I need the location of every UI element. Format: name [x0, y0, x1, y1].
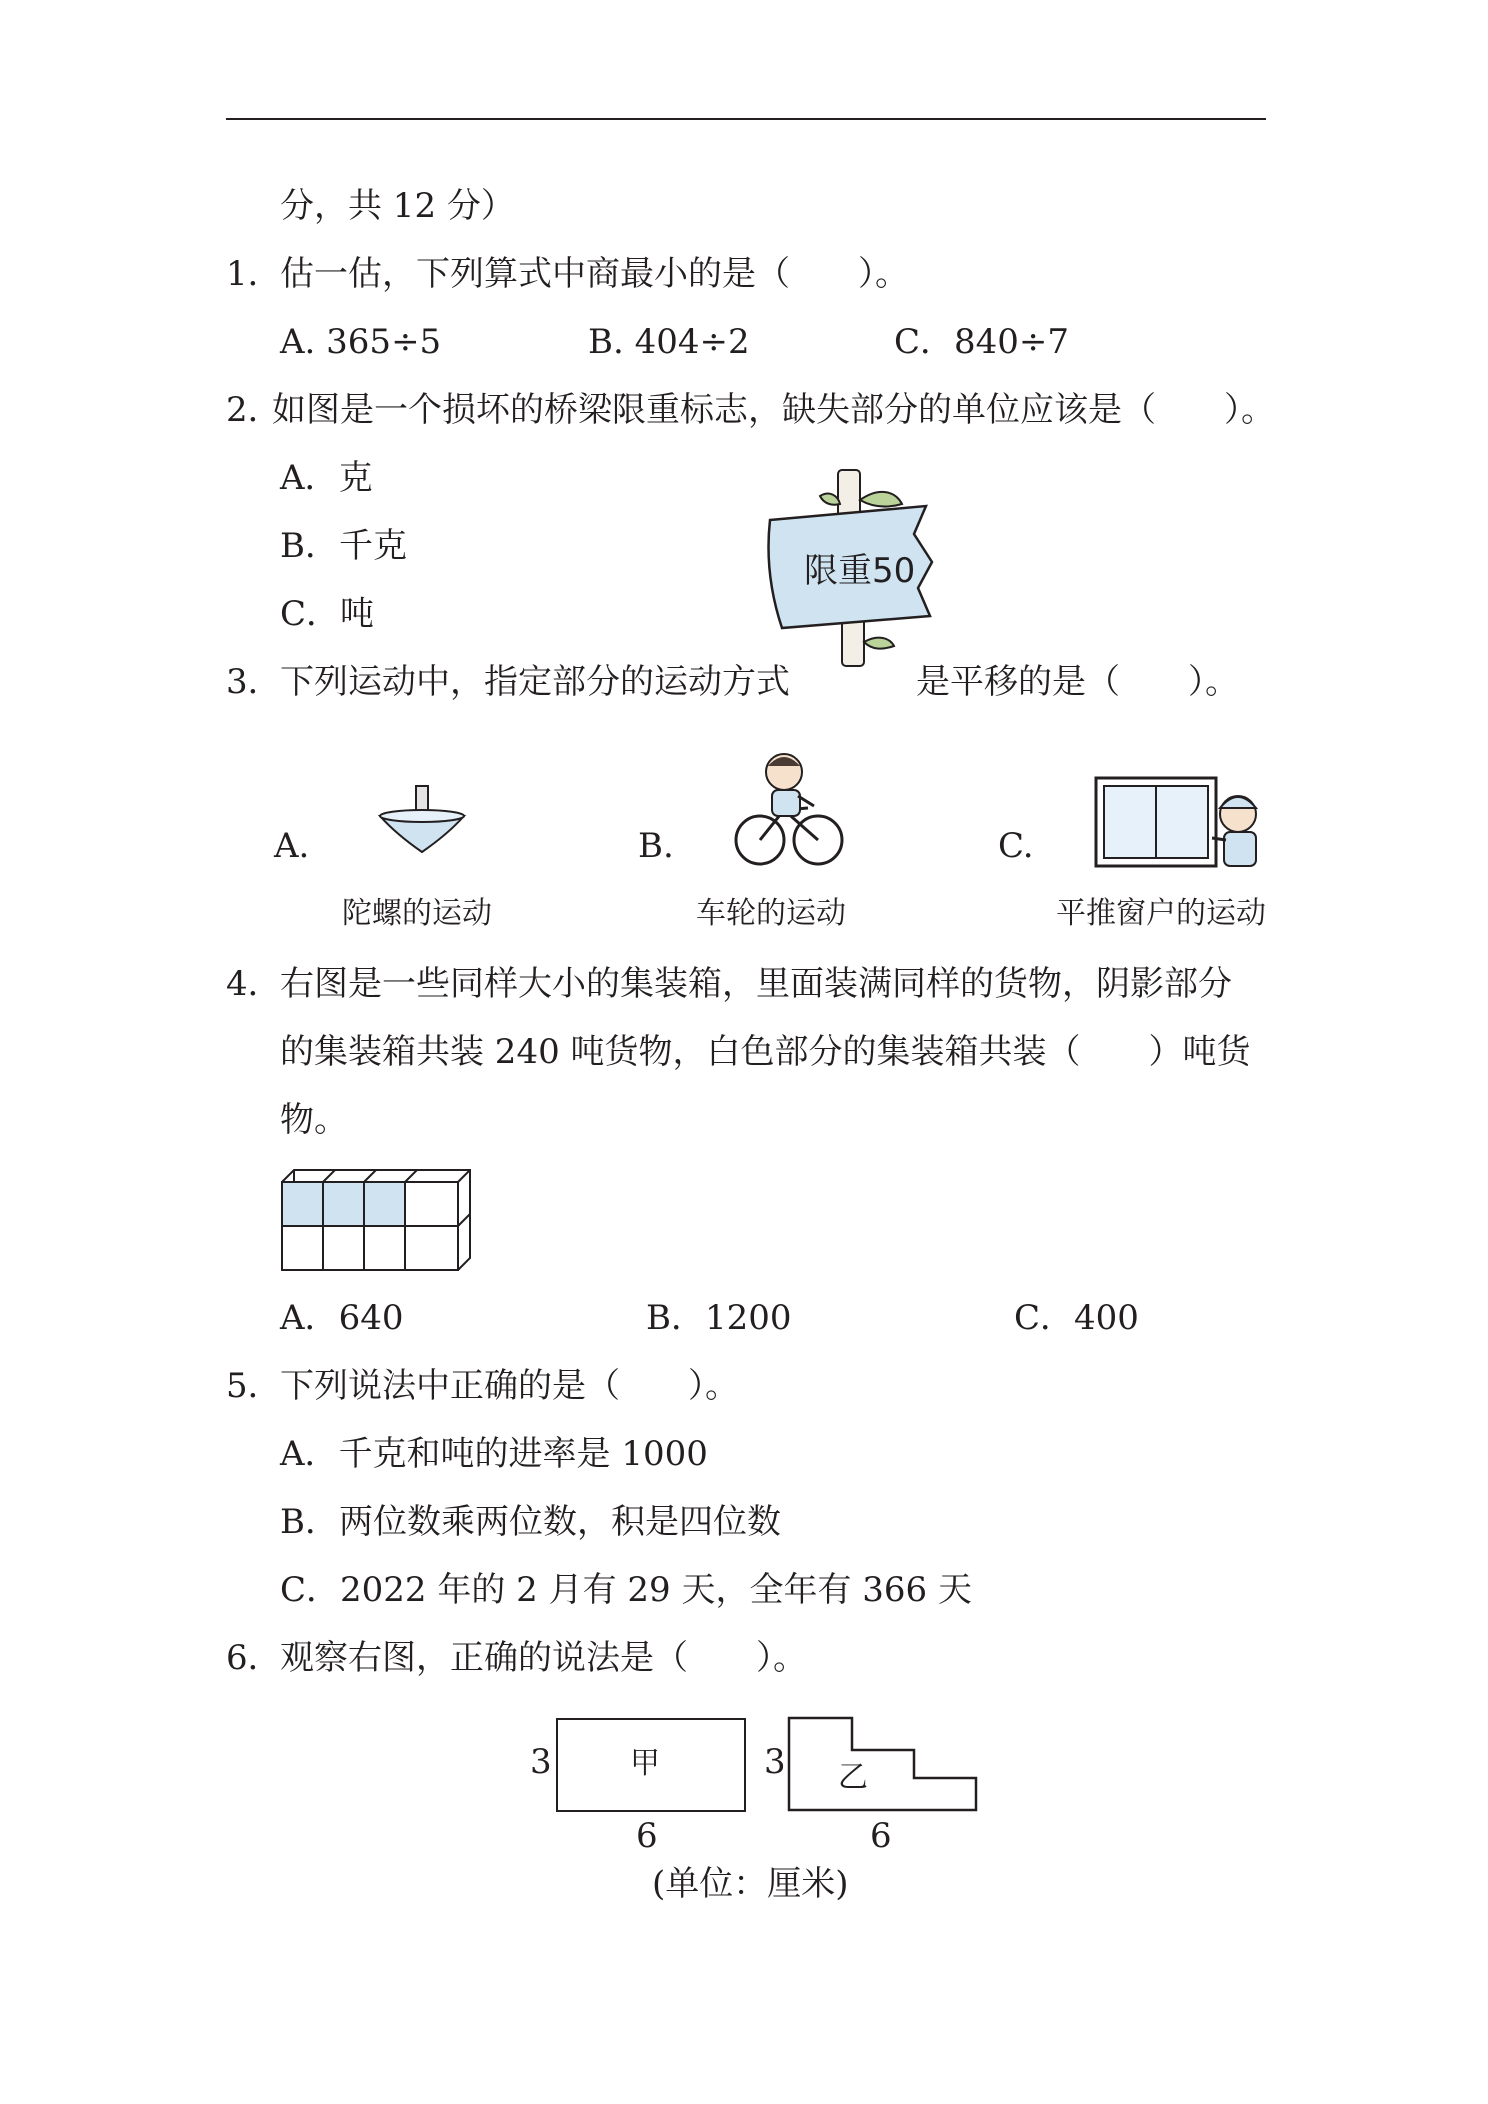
option-label: A．: [280, 1298, 339, 1338]
question-stem-line3: 物。: [280, 1100, 348, 1140]
container-grid-figure: [280, 1168, 472, 1272]
sign-text: 限重50: [804, 551, 916, 591]
container-box: [282, 1182, 323, 1226]
question-stem: 估一估，下列算式中商最小的是（ ）。: [280, 254, 909, 294]
shape-b-height: 3: [764, 1742, 786, 1782]
question-stem: 下列说法中正确的是（ ）。: [280, 1366, 739, 1406]
shape-a-label: 甲: [630, 1746, 660, 1781]
option-b: [280, 1502, 781, 1542]
option-a-label: A.: [274, 826, 310, 866]
option-label: C．: [280, 594, 341, 634]
option-a: [280, 1298, 403, 1338]
question-stem: 观察右图，正确的说法是（ ）。: [280, 1638, 807, 1678]
section-header-continuation: 分，共 12 分）: [280, 186, 515, 226]
question-number: 4．: [226, 964, 282, 1004]
option-text: 千克: [339, 526, 407, 566]
option-label: C．: [280, 1570, 341, 1610]
spinning-top-icon: [378, 786, 466, 856]
option-c-caption: 平推窗户的运动: [1056, 896, 1266, 931]
option-label: B．: [280, 526, 339, 566]
container-box: [405, 1226, 458, 1270]
sliding-window-icon: [1094, 776, 1270, 870]
option-label: B.: [588, 322, 635, 362]
option-label: B．: [280, 1502, 339, 1542]
option-text: 640: [338, 1298, 404, 1338]
option-label: A．: [280, 1434, 339, 1474]
container-box: [405, 1182, 458, 1226]
container-box: [323, 1226, 364, 1270]
shape-a-width: 6: [636, 1816, 658, 1856]
option-b: [280, 526, 407, 566]
option-a: [280, 1434, 708, 1474]
question-stem-line1: 右图是一些同样大小的集装箱，里面装满同样的货物，阴影部分: [280, 964, 1232, 1004]
option-text: 2022 年的 2 月有 29 天，全年有 366 天: [340, 1570, 972, 1610]
leaf-icon: [864, 638, 894, 649]
question-stem-part2: 是平移的是（ ）。: [916, 662, 1239, 702]
option-b: [646, 1298, 792, 1338]
leaf-icon: [860, 492, 902, 507]
option-text: 1200: [705, 1298, 792, 1338]
shape-b-staircase: [788, 1716, 978, 1812]
question-stem-part1: 下列运动中，指定部分的运动方式: [280, 662, 790, 702]
shape-b-width: 6: [870, 1816, 892, 1856]
bridge-sign-figure: [760, 470, 940, 666]
shape-b-label: 乙: [838, 1760, 868, 1795]
container-box: [364, 1226, 405, 1270]
option-c: [1014, 1298, 1139, 1338]
shape-a-height: 3: [530, 1742, 552, 1782]
container-box: [323, 1182, 364, 1226]
option-a: [280, 322, 441, 362]
option-c-label: C.: [998, 826, 1034, 866]
container-box: [282, 1226, 323, 1270]
question-number: 1．: [226, 254, 282, 294]
option-c: [280, 1570, 972, 1610]
option-a: [280, 458, 373, 498]
option-b-caption: 车轮的运动: [696, 896, 846, 931]
option-a-caption: 陀螺的运动: [342, 896, 492, 931]
option-text: 365÷5: [326, 322, 442, 362]
option-label: C．: [894, 322, 955, 362]
cyclist-icon: [734, 748, 844, 872]
option-text: 吨: [340, 594, 375, 634]
option-c: [280, 594, 374, 634]
option-c: [894, 322, 1069, 362]
header-rule: [226, 118, 1266, 120]
option-b: [588, 322, 750, 362]
option-text: 克: [338, 458, 373, 498]
question-number: 5．: [226, 1366, 282, 1406]
option-label: A.: [280, 322, 327, 362]
option-text: 两位数乘两位数，积是四位数: [339, 1502, 781, 1542]
option-text: 千克和吨的进率是 1000: [338, 1434, 708, 1474]
option-label: C．: [1014, 1298, 1075, 1338]
container-box: [364, 1182, 405, 1226]
option-text: 840÷7: [954, 322, 1070, 362]
question-stem-line2: 的集装箱共装 240 吨货物，白色部分的集装箱共装（ ）吨货: [280, 1032, 1251, 1072]
option-b-label: B.: [638, 826, 674, 866]
question-number: 3．: [226, 662, 282, 702]
shape-a-rectangle: [556, 1718, 746, 1812]
question-number: 2．: [226, 390, 282, 430]
option-label: B．: [646, 1298, 705, 1338]
option-text: 400: [1074, 1298, 1139, 1338]
question-stem: 如图是一个损坏的桥梁限重标志，缺失部分的单位应该是（ ）。: [272, 390, 1275, 430]
unit-note: (单位：厘米): [652, 1864, 849, 1904]
option-label: A．: [280, 458, 339, 498]
option-text: 404÷2: [634, 322, 750, 362]
question-number: 6．: [226, 1638, 282, 1678]
